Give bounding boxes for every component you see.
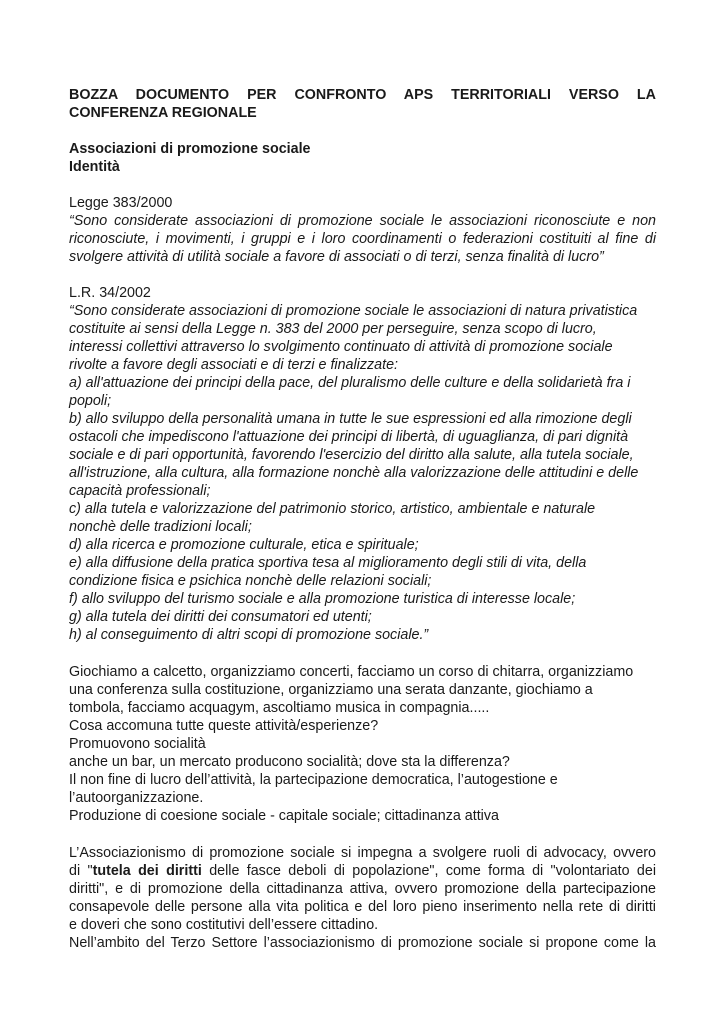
law2-line: popoli;	[69, 393, 112, 409]
law2-line: capacità professionali;	[69, 483, 211, 499]
law2-line: rivolte a favore degli associati e di terzi e finalizzate:	[69, 357, 398, 373]
discussion-paragraph	[69, 663, 656, 825]
law2-line: a) all'attuazione dei principi della pace, del pluralismo delle culture e della solidarietà fra i	[69, 375, 631, 391]
discussion-line: Promuovono socialità	[69, 736, 206, 752]
discussion-line: tombola, facciamo acquagym, ascoltiamo musica in compagnia.....	[69, 700, 490, 716]
title-line-2: CONFERENZA REGIONALE	[69, 105, 257, 121]
document-title	[69, 86, 656, 122]
advocacy-line: L’Associazionismo di promozione sociale si impegna a svolgere ruoli di advocacy, ovvero	[69, 845, 656, 861]
law2-line: b) allo sviluppo della personalità umana in tutte le sue espressioni ed alla rimozione degli	[69, 411, 632, 427]
law1-line: svolgere attività di utilità sociale a favore di associati o di terzi, senza finalità di lucro”	[69, 249, 604, 265]
law1-reference: Legge 383/2000	[69, 195, 173, 211]
discussion-line: una conferenza sulla costituzione, organizziamo una serata danzante, giochiamo a	[69, 682, 593, 698]
law2-line: costituite ai sensi della Legge n. 383 del 2000 per perseguire, senza scopo di lucro,	[69, 321, 597, 337]
discussion-line: Il non fine di lucro dell’attività, la partecipazione democratica, l’autogestione e	[69, 772, 558, 788]
advocacy-line: consapevole delle persone alla vita politica e del loro pieno inserimento nella rete di diritti	[69, 899, 656, 915]
law2-line: “Sono considerate associazioni di promozione sociale le associazioni di natura privatistica	[69, 303, 638, 319]
law2-line: condizione fisica e psichica nonchè delle relazioni sociali;	[69, 573, 432, 589]
law2-line: nonchè delle tradizioni locali;	[69, 519, 252, 535]
discussion-line: l’autoorganizzazione.	[69, 790, 204, 806]
discussion-line: Produzione di coesione sociale - capitale sociale; cittadinanza attiva	[69, 808, 499, 824]
law2-quote	[69, 302, 656, 644]
bold-phrase: tutela dei diritti	[92, 863, 202, 879]
law2-line: all'istruzione, alla cultura, alla formazione nonchè alla valorizzazione delle attitudini e delle	[69, 465, 639, 481]
discussion-line: Cosa accomuna tutte queste attività/esperienze?	[69, 718, 379, 734]
law1-line: “Sono considerate associazioni di promozione sociale le associazioni riconosciute e non	[69, 213, 656, 229]
document-page	[69, 86, 656, 952]
law2-reference: L.R. 34/2002	[69, 285, 151, 301]
law2-line: interessi collettivi attraverso lo svolgimento continuato di attività di promozione sociale	[69, 339, 613, 355]
law2-line: ostacoli che impediscono l'attuazione dei principi di libertà, di uguaglianza, di pari dignità	[69, 429, 629, 445]
title-line-1: BOZZA DOCUMENTO PER CONFRONTO APS TERRITORIALI VERSO LA	[69, 87, 656, 103]
law2-line: f) allo sviluppo del turismo sociale e alla promozione turistica di interesse locale;	[69, 591, 576, 607]
discussion-line: Giochiamo a calcetto, organizziamo concerti, facciamo un corso di chitarra, organizziamo	[69, 664, 634, 680]
advocacy-line: Nell’ambito del Terzo Settore l’associazionismo di promozione sociale si propone come la	[69, 935, 656, 951]
advocacy-line: e doveri che sono costitutivi dell’essere cittadino.	[69, 917, 379, 933]
advocacy-line: diritti", e di promozione della cittadinanza attiva, ovvero promozione della partecipazione	[69, 881, 656, 897]
law2-line: h) al conseguimento di altri scopi di promozione sociale.”	[69, 627, 429, 643]
law2-line: g) alla tutela dei diritti dei consumatori ed utenti;	[69, 609, 372, 625]
law1-line: riconosciute, i movimenti, i gruppi e i loro coordinamenti o federazioni costituiti al fine di	[69, 231, 656, 247]
law2-line: d) alla ricerca e promozione culturale, etica e spirituale;	[69, 537, 419, 553]
section-heading: Associazioni di promozione sociale	[69, 141, 311, 157]
section-subheading: Identità	[69, 159, 120, 175]
law2-line: c) alla tutela e valorizzazione del patrimonio storico, artistico, ambientale e naturale	[69, 501, 596, 517]
law2-line: sociale e di pari opportunità, favorendo l'esercizio del diritto alla salute, alla tutela sociale,	[69, 447, 634, 463]
advocacy-paragraph	[69, 844, 656, 952]
law2-line: e) alla diffusione della pratica sportiva tesa al miglioramento degli stili di vita, della	[69, 555, 587, 571]
law1-quote	[69, 212, 656, 266]
discussion-line: anche un bar, un mercato producono socialità; dove sta la differenza?	[69, 754, 510, 770]
advocacy-line-with-bold: di "tutela dei diritti delle fasce deboli di popolazione", come forma di "volontariato dei	[69, 863, 656, 879]
